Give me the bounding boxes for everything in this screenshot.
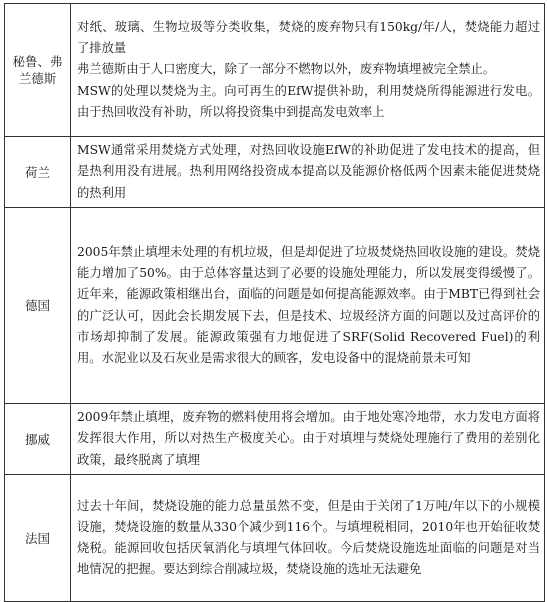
description-paragraph: 2009年禁止填埋，废弃物的燃料使用将会增加。由于地处寒冷地带，水力发电方面将发挥很大作用，所以对热生产极度关心。由于对填埋与焚烧处理施行了费用的差别化政策，最终脱离了填埋	[77, 410, 540, 467]
country-policy-table	[4, 3, 545, 602]
description-cell	[71, 4, 545, 137]
table-row	[5, 137, 545, 208]
description-cell	[71, 208, 545, 404]
country-cell: 秘鲁、弗兰德斯	[5, 4, 71, 137]
description-paragraph: 2005年禁止填埋未处理的有机垃圾，但是却促进了垃圾焚烧热回收设施的建设。焚烧能力增加了50%。由于总体容量达到了必要的设施处理能力，所以发展变得缓慢了。近年来，能源政策相继出台，面临的问题是如何提高能源效率。由于MBT已得到社会的广泛认可，因此会长期发展下去，但是技术、垃圾经济方面的问题以及过高评价的市场却抑制了发展。能源政策强有力地促进了SRF(Solid Recovered Fuel)的利用。水泥业以及石灰业是需求很大的顾客，发电设备中的混烧前景未可知	[77, 244, 540, 365]
table-row	[5, 208, 545, 404]
country-cell: 挪威	[5, 404, 71, 475]
table-row	[5, 475, 545, 602]
description-paragraph: 弗兰德斯由于人口密度大，除了一部分不燃物以外，废弃物填埋被完全禁止。	[77, 62, 496, 77]
description-paragraph: 过去十年间，焚烧设施的能力总量虽然不变，但是由于关闭了1万吨/年以下的小规模设施，焚烧设施的数量从330个减少到116个。与填埋税相同，2010年也开始征收焚烧税。能源回收包括厌氧消化与填埋气体回收。今后焚烧设施选址面临的问题是对当地情况的把握。要达到综合削减垃圾，焚烧设施的选址无法避免	[77, 498, 540, 577]
description-paragraph: MSW的处理以焚烧为主。向可再生的EfW提供补助，利用焚烧所得能源进行发电。由于热回收没有补助，所以将投资集中到提高发电效率上	[77, 83, 540, 119]
country-cell: 德国	[5, 208, 71, 404]
description-cell	[71, 137, 545, 208]
table-row	[5, 4, 545, 137]
description-cell	[71, 404, 545, 475]
table-row	[5, 404, 545, 475]
description-paragraph: 对纸、玻璃、生物垃圾等分类收集，焚烧的废弃物只有150kg/年/人，焚烧能力超过了排放量	[77, 19, 540, 56]
description-cell	[71, 475, 545, 602]
country-cell: 法国	[5, 475, 71, 602]
description-paragraph: MSW通常采用焚烧方式处理，对热回收设施EfW的补助促进了发电技术的提高，但是热利用没有进展。热利用网络投资成本提高以及能源价格低两个因素未能促进焚烧的热利用	[77, 143, 540, 200]
country-cell: 荷兰	[5, 137, 71, 208]
